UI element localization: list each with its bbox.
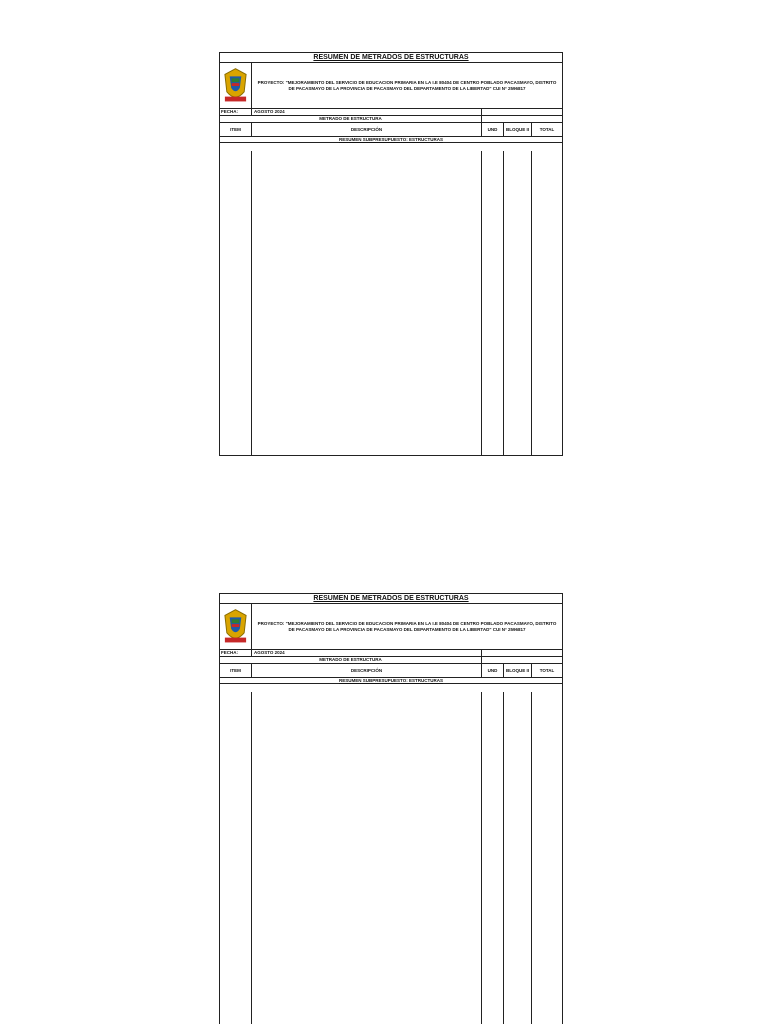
column-headers xyxy=(220,664,562,678)
summary-row: RESUMEN SUBPRESUPUESTO: ESTRUCTURAS xyxy=(220,137,562,143)
col-item: ITEM xyxy=(220,123,252,136)
date-value: AGOSTO 2024 xyxy=(252,109,482,115)
project-name: PROYECTO: "MEJORAMIENTO DEL SERVICIO DE EDUCACION PRIMARIA EN LA I.E 80404 DE CENTRO POBLADO PACASMAYO, DISTRITO DE PACASMAYO DE LA PROVINCIA DE PACASMAYO DEL DEPARTAMENTO DE LA LIBERTAD" CUI N° 2596817 xyxy=(257,80,557,91)
section-title: METRADO DE ESTRUCTURA xyxy=(220,116,482,122)
project-cell xyxy=(252,63,562,108)
column-divider xyxy=(482,151,504,455)
column-divider xyxy=(504,692,532,1024)
shield-crest-icon xyxy=(222,607,249,647)
col-total: TOTAL xyxy=(539,668,555,673)
col-item: ITEM xyxy=(220,664,252,677)
column-headers xyxy=(220,123,562,137)
summary-row: RESUMEN SUBPRESUPUESTO: ESTRUCTURAS xyxy=(220,678,562,684)
column-divider xyxy=(220,692,252,1024)
project-cell xyxy=(252,604,562,649)
band-filler xyxy=(482,116,562,122)
project-header xyxy=(220,63,562,109)
col-block: BLOQUE II xyxy=(504,664,532,677)
project-header xyxy=(220,604,562,650)
summary-sheet xyxy=(219,52,563,456)
col-block: BLOQUE II xyxy=(504,123,532,136)
column-divider xyxy=(482,692,504,1024)
shield-crest-icon xyxy=(222,66,249,106)
date-value: AGOSTO 2024 xyxy=(252,650,482,656)
col-total: TOTAL xyxy=(539,127,555,132)
col-unit: UND xyxy=(482,664,504,677)
column-divider xyxy=(252,692,482,1024)
column-divider xyxy=(504,151,532,455)
sheet-title: RESUMEN DE METRADOS DE ESTRUCTURAS xyxy=(220,594,562,604)
date-label: FECHA: xyxy=(220,650,252,656)
col-description: DESCRIPCIÓN xyxy=(252,664,482,677)
section-band xyxy=(220,116,562,123)
crest-logo xyxy=(220,604,252,649)
date-row xyxy=(220,650,562,657)
date-row xyxy=(220,109,562,116)
section-title: METRADO DE ESTRUCTURA xyxy=(220,657,482,663)
date-label: FECHA: xyxy=(220,109,252,115)
table-body xyxy=(220,692,562,1024)
project-name: PROYECTO: "MEJORAMIENTO DEL SERVICIO DE EDUCACION PRIMARIA EN LA I.E 80404 DE CENTRO POBLADO PACASMAYO, DISTRITO DE PACASMAYO DE LA PROVINCIA DE PACASMAYO DEL DEPARTAMENTO DE LA LIBERTAD" CUI N° 2596817 xyxy=(257,621,557,632)
table-body xyxy=(220,151,562,455)
col-description: DESCRIPCIÓN xyxy=(252,123,482,136)
section-band xyxy=(220,657,562,664)
summary-sheet xyxy=(219,593,563,1024)
column-divider xyxy=(220,151,252,455)
date-filler xyxy=(482,109,562,115)
column-divider xyxy=(252,151,482,455)
band-filler xyxy=(482,657,562,663)
crest-logo xyxy=(220,63,252,108)
sheet-title: RESUMEN DE METRADOS DE ESTRUCTURAS xyxy=(220,53,562,63)
col-unit: UND xyxy=(482,123,504,136)
date-filler xyxy=(482,650,562,656)
